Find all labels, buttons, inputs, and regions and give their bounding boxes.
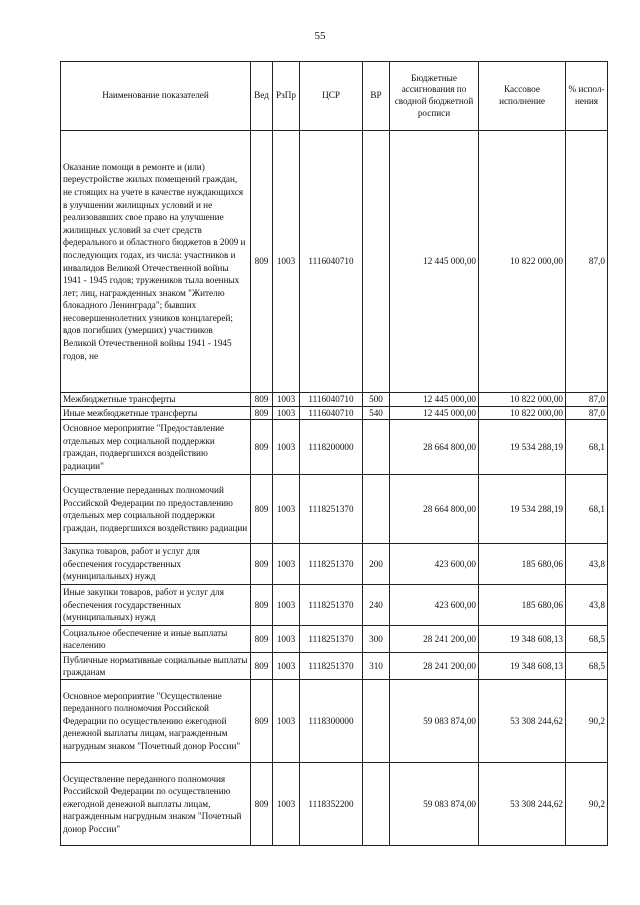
budget-execution-table bbox=[60, 61, 608, 846]
cell-rzpr: 1003 bbox=[273, 406, 300, 420]
cell-ved: 809 bbox=[251, 585, 273, 626]
cell-csr: 1116040710 bbox=[300, 393, 363, 407]
cell-cash: 19 348 608,13 bbox=[479, 653, 566, 680]
table-row bbox=[61, 763, 608, 846]
table-row bbox=[61, 406, 608, 420]
header-ved: Вед bbox=[251, 62, 273, 131]
cell-budget: 28 664 800,00 bbox=[390, 475, 479, 544]
cell-budget: 423 600,00 bbox=[390, 585, 479, 626]
cell-ved: 809 bbox=[251, 763, 273, 846]
header-percent: % испол-нения bbox=[566, 62, 608, 131]
cell-name: Иные закупки товаров, работ и услуг для обеспечения государственных (муниципальных) нужд bbox=[61, 585, 251, 626]
cell-cash: 185 680,06 bbox=[479, 585, 566, 626]
cell-ved: 809 bbox=[251, 544, 273, 585]
cell-rzpr: 1003 bbox=[273, 626, 300, 653]
header-name: Наименование показателей bbox=[61, 62, 251, 131]
table-row bbox=[61, 544, 608, 585]
cell-cash: 10 822 000,00 bbox=[479, 393, 566, 407]
cell-rzpr: 1003 bbox=[273, 653, 300, 680]
cell-csr: 1118251370 bbox=[300, 653, 363, 680]
cell-vr: 240 bbox=[363, 585, 390, 626]
cell-rzpr: 1003 bbox=[273, 763, 300, 846]
cell-csr: 1116040710 bbox=[300, 131, 363, 393]
cell-ved: 809 bbox=[251, 406, 273, 420]
cell-csr: 1118251370 bbox=[300, 544, 363, 585]
cell-name: Оказание помощи в ремонте и (или) переустройстве жилых помещений граждан, не стоящих на учете в качестве нуждающихся в улучшении жилищных условий и не реализовавших свое право на улучшение жилищных условий за счет средств федерального и областного бюджетов в 2009 и последующих годах, из числа: участников и инвалидов Великой Отечественной войны 1941 - 1945 годов; тружеников тыла военных лет; лиц, награжденных знаком "Жителю блокадного Ленинграда"; бывших несовершеннолетних узников концлагерей; вдов погибших (умерших) участников Великой Отечественной войны 1941 - 1945 годов, не bbox=[61, 131, 251, 393]
cell-ved: 809 bbox=[251, 680, 273, 763]
cell-percent: 43,8 bbox=[566, 544, 608, 585]
cell-vr: 500 bbox=[363, 393, 390, 407]
cell-ved: 809 bbox=[251, 131, 273, 393]
table-row bbox=[61, 420, 608, 475]
cell-vr bbox=[363, 680, 390, 763]
cell-budget: 12 445 000,00 bbox=[390, 406, 479, 420]
cell-percent: 87,0 bbox=[566, 131, 608, 393]
cell-name: Закупка товаров, работ и услуг для обеспечения государственных (муниципальных) нужд bbox=[61, 544, 251, 585]
cell-csr: 1116040710 bbox=[300, 406, 363, 420]
cell-name: Осуществление переданных полномочий Российской Федерации по предоставлению отдельных мер социальной поддержки граждан, подвергшихся воздействию радиации bbox=[61, 475, 251, 544]
cell-rzpr: 1003 bbox=[273, 420, 300, 475]
cell-cash: 53 308 244,62 bbox=[479, 680, 566, 763]
cell-vr bbox=[363, 475, 390, 544]
cell-ved: 809 bbox=[251, 420, 273, 475]
cell-vr bbox=[363, 763, 390, 846]
cell-csr: 1118352200 bbox=[300, 763, 363, 846]
cell-rzpr: 1003 bbox=[273, 475, 300, 544]
cell-rzpr: 1003 bbox=[273, 544, 300, 585]
table-row bbox=[61, 131, 608, 393]
cell-vr bbox=[363, 131, 390, 393]
table-row bbox=[61, 393, 608, 407]
cell-percent: 68,5 bbox=[566, 653, 608, 680]
cell-budget: 12 445 000,00 bbox=[390, 393, 479, 407]
table-row bbox=[61, 626, 608, 653]
cell-rzpr: 1003 bbox=[273, 393, 300, 407]
cell-rzpr: 1003 bbox=[273, 680, 300, 763]
cell-name: Межбюджетные трансферты bbox=[61, 393, 251, 407]
cell-budget: 59 083 874,00 bbox=[390, 763, 479, 846]
cell-cash: 53 308 244,62 bbox=[479, 763, 566, 846]
cell-percent: 90,2 bbox=[566, 680, 608, 763]
cell-rzpr: 1003 bbox=[273, 585, 300, 626]
cell-percent: 68,1 bbox=[566, 475, 608, 544]
header-vr: ВР bbox=[363, 62, 390, 131]
cell-name: Основное мероприятие "Осуществление переданного полномочия Российской Федерации по осуществлению ежегодной денежной выплаты лицам, награжденным нагрудным знаком "Почетный донор России" bbox=[61, 680, 251, 763]
table-row bbox=[61, 475, 608, 544]
cell-name: Публичные нормативные социальные выплаты гражданам bbox=[61, 653, 251, 680]
cell-percent: 87,0 bbox=[566, 393, 608, 407]
table-row bbox=[61, 585, 608, 626]
cell-cash: 19 534 288,19 bbox=[479, 420, 566, 475]
cell-rzpr: 1003 bbox=[273, 131, 300, 393]
header-csr: ЦСР bbox=[300, 62, 363, 131]
cell-vr: 540 bbox=[363, 406, 390, 420]
table-row bbox=[61, 653, 608, 680]
header-budget: Бюджетные ассигнования по сводной бюджетной росписи bbox=[390, 62, 479, 131]
cell-name: Социальное обеспечение и иные выплаты населению bbox=[61, 626, 251, 653]
cell-vr: 300 bbox=[363, 626, 390, 653]
cell-budget: 423 600,00 bbox=[390, 544, 479, 585]
cell-vr: 310 bbox=[363, 653, 390, 680]
table-header-row bbox=[61, 62, 608, 131]
cell-csr: 1118251370 bbox=[300, 475, 363, 544]
cell-cash: 185 680,06 bbox=[479, 544, 566, 585]
cell-csr: 1118300000 bbox=[300, 680, 363, 763]
cell-percent: 90,2 bbox=[566, 763, 608, 846]
cell-name: Осуществление переданного полномочия Российской Федерации по осуществлению ежегодной денежной выплаты лицам, награжденным нагрудным знаком "Почетный донор России" bbox=[61, 763, 251, 846]
cell-csr: 1118251370 bbox=[300, 585, 363, 626]
cell-budget: 12 445 000,00 bbox=[390, 131, 479, 393]
table-row bbox=[61, 680, 608, 763]
cell-ved: 809 bbox=[251, 393, 273, 407]
cell-cash: 10 822 000,00 bbox=[479, 131, 566, 393]
cell-vr bbox=[363, 420, 390, 475]
cell-ved: 809 bbox=[251, 475, 273, 544]
cell-csr: 1118200000 bbox=[300, 420, 363, 475]
cell-percent: 43,8 bbox=[566, 585, 608, 626]
cell-name: Иные межбюджетные трансферты bbox=[61, 406, 251, 420]
cell-ved: 809 bbox=[251, 653, 273, 680]
cell-budget: 28 241 200,00 bbox=[390, 653, 479, 680]
cell-percent: 68,1 bbox=[566, 420, 608, 475]
cell-cash: 19 534 288,19 bbox=[479, 475, 566, 544]
cell-budget: 28 664 800,00 bbox=[390, 420, 479, 475]
cell-cash: 19 348 608,13 bbox=[479, 626, 566, 653]
cell-cash: 10 822 000,00 bbox=[479, 406, 566, 420]
cell-budget: 59 083 874,00 bbox=[390, 680, 479, 763]
cell-percent: 68,5 bbox=[566, 626, 608, 653]
cell-ved: 809 bbox=[251, 626, 273, 653]
cell-vr: 200 bbox=[363, 544, 390, 585]
cell-percent: 87,0 bbox=[566, 406, 608, 420]
header-rzpr: РзПр bbox=[273, 62, 300, 131]
cell-csr: 1118251370 bbox=[300, 626, 363, 653]
cell-name: Основное мероприятие "Предоставление отдельных мер социальной поддержки граждан, подвергшихся воздействию радиации" bbox=[61, 420, 251, 475]
page-number: 55 bbox=[314, 30, 326, 42]
header-cash: Кассовое исполнение bbox=[479, 62, 566, 131]
cell-budget: 28 241 200,00 bbox=[390, 626, 479, 653]
